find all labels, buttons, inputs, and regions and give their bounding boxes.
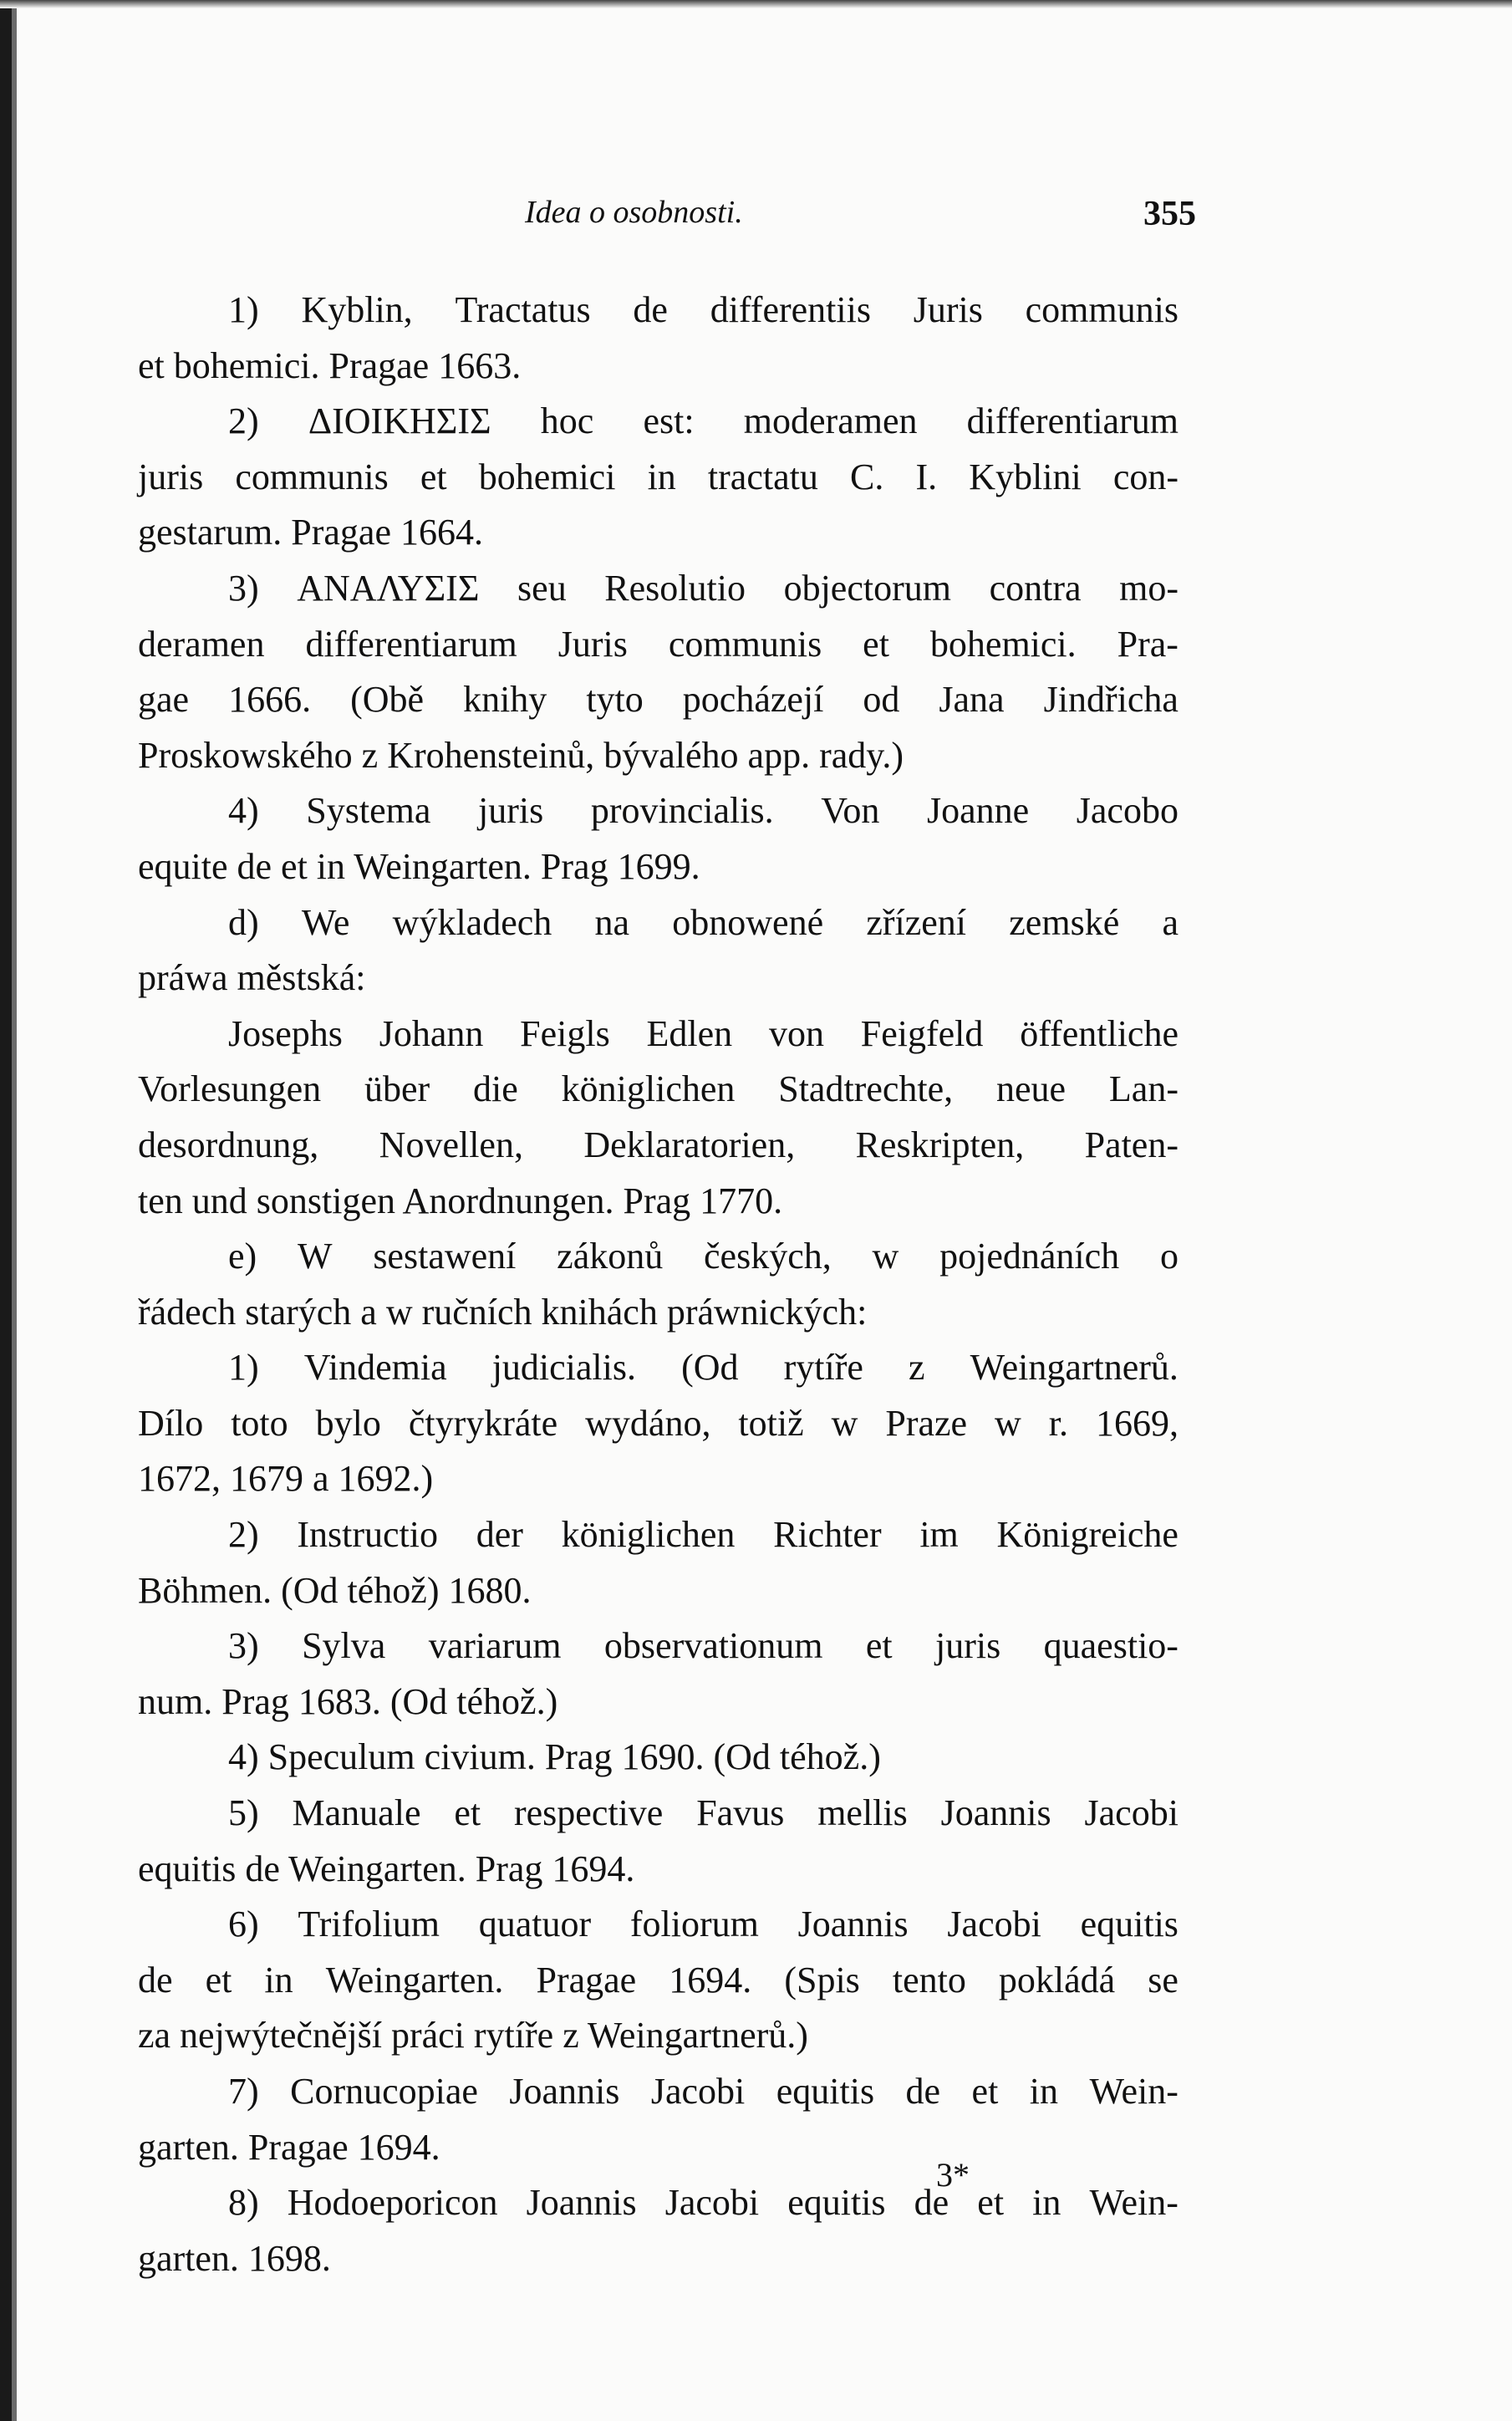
text-line: equitis de Weingarten. Prag 1694. [138, 1848, 635, 1889]
text-line: 2) ΔΙΟΙΚΗΣΙΣ hoc est: moderamen differentiarum [228, 400, 1179, 442]
text-line: 3) Sylva variarum observationum et juris quaestio- [228, 1625, 1179, 1667]
text-line: řádech starých a w ručních knihách práwnických: [138, 1291, 868, 1333]
text-line: 4) Speculum civium. Prag 1690. (Od téhož.) [228, 1736, 881, 1778]
text-line: 7) Cornucopiae Joannis Jacobi equitis de et in Wein- [228, 2071, 1179, 2112]
page-number: 355 [1143, 195, 1196, 233]
text-line: desordnung, Novellen, Deklaratorien, Reskripten, Paten- [138, 1124, 1179, 1165]
text-line: et bohemici. Pragae 1663. [138, 344, 522, 386]
text-line: de et in Weingarten. Pragae 1694. (Spis tento pokládá se [138, 1959, 1179, 2001]
text-line: 1672, 1679 a 1692.) [138, 1458, 434, 1500]
binding-edge-shadow [12, 0, 17, 2421]
signature-mark: 3* [936, 2156, 970, 2194]
text-line: za nejwýtečnější práci rytíře z Weingartnerů.) [138, 2015, 808, 2057]
page-header [0, 194, 1512, 244]
top-edge-shadow [0, 0, 1512, 8]
text-line: juris communis et bohemici in tractatu C. I. Kyblini con- [138, 456, 1179, 497]
text-line: deramen differentiarum Juris communis et bohemici. Pra- [138, 623, 1179, 665]
text-line: Dílo toto bylo čtyrykráte wydáno, totiž w Praze w r. 1669, [138, 1402, 1179, 1444]
text-line: 2) Instructio der königlichen Richter im Königreiche [228, 1514, 1179, 1556]
text-line: d) We wýkladech na obnowené zřízení zemské a [228, 901, 1179, 943]
page-body [138, 283, 1179, 2286]
text-line: Josephs Johann Feigls Edlen von Feigfeld öffentliche [228, 1012, 1179, 1054]
text-line: equite de et in Weingarten. Prag 1699. [138, 845, 700, 887]
text-line: Vorlesungen über die königlichen Stadtrechte, neue Lan- [138, 1068, 1179, 1110]
text-line: 3) ΑΝΑΛΥΣΙΣ seu Resolutio objectorum contra mo- [228, 567, 1179, 609]
text-line: garten. 1698. [138, 2237, 331, 2279]
text-line: 1) Kyblin, Tractatus de differentiis Juris communis [228, 289, 1179, 330]
binding-edge [0, 0, 12, 2421]
text-line: e) W sestawení zákonů českých, w pojednáních o [228, 1236, 1179, 1277]
text-line: garten. Pragae 1694. [138, 2126, 440, 2168]
text-line: ten und sonstigen Anordnungen. Prag 1770. [138, 1180, 783, 1221]
text-line: num. Prag 1683. (Od téhož.) [138, 1680, 558, 1722]
text-line: 4) Systema juris provincialis. Von Joanne Jacobo [228, 790, 1179, 832]
text-line: Böhmen. (Od téhož) 1680. [138, 1569, 532, 1611]
running-title: Idea o osobnosti. [525, 195, 743, 230]
text-line: Proskowského z Krohensteinů, bývalého app. rady.) [138, 734, 904, 776]
text-line: práwa městská: [138, 957, 366, 999]
text-line: 6) Trifolium quatuor foliorum Joannis Jacobi equitis [228, 1904, 1179, 1945]
text-line: gestarum. Pragae 1664. [138, 512, 483, 553]
text-line: 8) Hodoeporicon Joannis Jacobi equitis de et in Wein- [228, 2182, 1179, 2224]
text-line: 1) Vindemia judicialis. (Od rytíře z Weingartnerů. [228, 1347, 1179, 1389]
text-line: gae 1666. (Obě knihy tyto pocházejí od Jana Jindřicha [138, 679, 1179, 721]
text-line: 5) Manuale et respective Favus mellis Joannis Jacobi [228, 1792, 1179, 1834]
